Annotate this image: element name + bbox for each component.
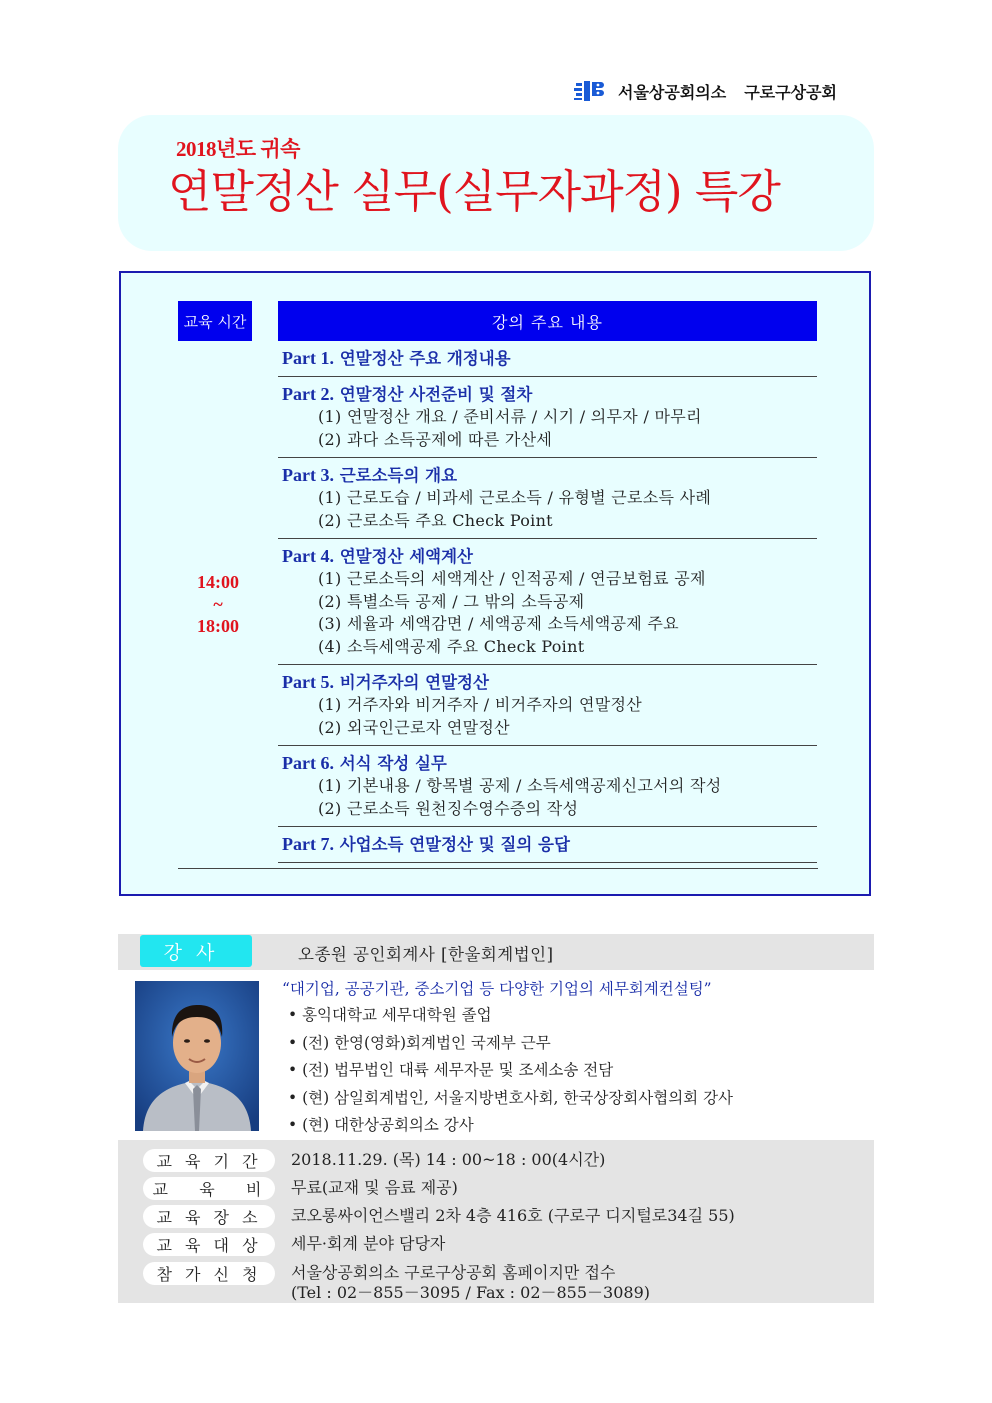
registration-text: 서울상공회의소 구로구상공회 홈페이지만 접수	[291, 1263, 616, 1282]
part-number: Part 1.	[282, 348, 334, 368]
org-header	[572, 78, 837, 104]
time-separator: ~	[213, 594, 223, 614]
bio-item: • (현) 대한상공회의소 강사	[288, 1116, 474, 1134]
part-2	[278, 377, 817, 458]
part-5	[278, 665, 817, 746]
info-label: 교 육 장 소	[143, 1205, 275, 1228]
part-item: (2) 외국인근로자 연말정산	[318, 717, 510, 737]
instructor-bar	[118, 934, 874, 970]
bio-item: • (현) 삼일회계법인, 서울지방변호사회, 한국상장회사협의회 강사	[288, 1088, 734, 1107]
part-number: Part 2.	[282, 384, 334, 404]
part-number: Part 3.	[282, 465, 334, 485]
time-start: 14:00	[197, 572, 239, 592]
part-item: (2) 근로소득 주요 Check Point	[318, 510, 553, 530]
curriculum-box	[119, 271, 871, 896]
portrait-image	[135, 981, 259, 1131]
bio-item: • (전) 법무법인 대륙 세무자문 및 조세소송 전담	[288, 1061, 614, 1079]
banner-subtitle: 2018년도 귀속	[176, 137, 300, 161]
parts-list	[278, 341, 817, 863]
part-title: 서식 작성 실무	[339, 754, 447, 773]
part-7	[278, 827, 817, 863]
part-6	[278, 746, 817, 827]
part-title: 근로소득의 개요	[339, 466, 458, 485]
part-item: (1) 근로소득의 세액계산 / 인적공제 / 연금보험료 공제	[318, 569, 706, 588]
part-title: 연말정산 사전준비 및 절차	[339, 385, 533, 404]
table-bottom-divider	[178, 868, 818, 869]
instructor-name: 오종원 공인회계사 [한울회계법인]	[298, 945, 554, 964]
info-value	[291, 1262, 650, 1301]
content-column-header: 강의 주요 내용	[278, 301, 817, 341]
part-4	[278, 539, 817, 665]
part-3	[278, 458, 817, 539]
part-title: 사업소득 연말정산 및 질의 응답	[339, 835, 570, 854]
part-item: (1) 기본내용 / 항목별 공제 / 소득세액공제신고서의 작성	[318, 776, 722, 795]
info-value: 세무·회계 분야 담당자	[291, 1234, 446, 1253]
part-item: (1) 거주자와 비거주자 / 비거주자의 연말정산	[318, 695, 643, 714]
part-item: (2) 과다 소득공제에 따른 가산세	[318, 429, 553, 449]
time-end: 18:00	[197, 616, 239, 636]
part-item: (3) 세율과 세액감면 / 세액공제 소득세액공제 주요	[318, 614, 679, 633]
title-banner	[118, 115, 874, 251]
part-number: Part 5.	[282, 672, 334, 692]
info-label: 교 육 비	[143, 1177, 275, 1200]
instructor-bio	[282, 976, 882, 1140]
instructor-quote: “대기업, 공공기관, 중소기업 등 다양한 기업의 세무회계컨설팅”	[282, 980, 712, 998]
info-label: 교 육 기 간	[143, 1149, 275, 1172]
bio-item: • (전) 한영(영화)회계법인 국제부 근무	[288, 1033, 551, 1052]
part-item: (1) 연말정산 개요 / 준비서류 / 시기 / 의무자 / 마무리	[318, 407, 702, 426]
part-item: (4) 소득세액공제 주요 Check Point	[318, 636, 585, 656]
time-column-header: 교육 시간	[178, 301, 252, 341]
part-number: Part 7.	[282, 834, 334, 854]
course-info	[118, 1140, 874, 1303]
chamber-gear-icon	[572, 79, 604, 103]
info-label: 참 가 신 청	[143, 1262, 275, 1285]
instructor-photo	[135, 981, 259, 1131]
info-label: 교 육 대 상	[143, 1233, 275, 1256]
info-value: 코오롱싸이언스밸리 2차 4층 416호 (구로구 디지털로34길 55)	[291, 1206, 735, 1225]
page-title: 연말정산 실무(실무자과정) 특강	[168, 165, 780, 218]
info-value: 2018.11.29. (목) 14 : 00~18 : 00(4시간)	[291, 1150, 606, 1169]
contact-text: (Tel : 02－855－3095 / Fax : 02－855－3089)	[291, 1283, 651, 1302]
part-item: (2) 근로소득 원천징수영수증의 작성	[318, 798, 579, 818]
bio-item: • 홍익대학교 세무대학원 졸업	[288, 1006, 492, 1024]
org-name: 서울상공회의소	[618, 82, 727, 102]
part-item: (1) 근로도습 / 비과세 근로소득 / 유형별 근로소득 사례	[318, 488, 712, 507]
part-item: (2) 특별소득 공제 / 그 밖의 소득공제	[318, 591, 585, 611]
lecture-time	[178, 571, 258, 637]
branch-name: 구로구상공회	[744, 82, 837, 102]
part-number: Part 6.	[282, 753, 334, 773]
part-title: 연말정산 주요 개정내용	[339, 349, 511, 368]
part-title: 연말정산 세액계산	[339, 547, 473, 566]
part-title: 비거주자의 연말정산	[339, 673, 489, 692]
instructor-tag: 강사	[140, 935, 252, 967]
part-1	[278, 341, 817, 377]
part-number: Part 4.	[282, 546, 334, 566]
info-value: 무료(교재 및 음료 제공)	[291, 1178, 458, 1197]
